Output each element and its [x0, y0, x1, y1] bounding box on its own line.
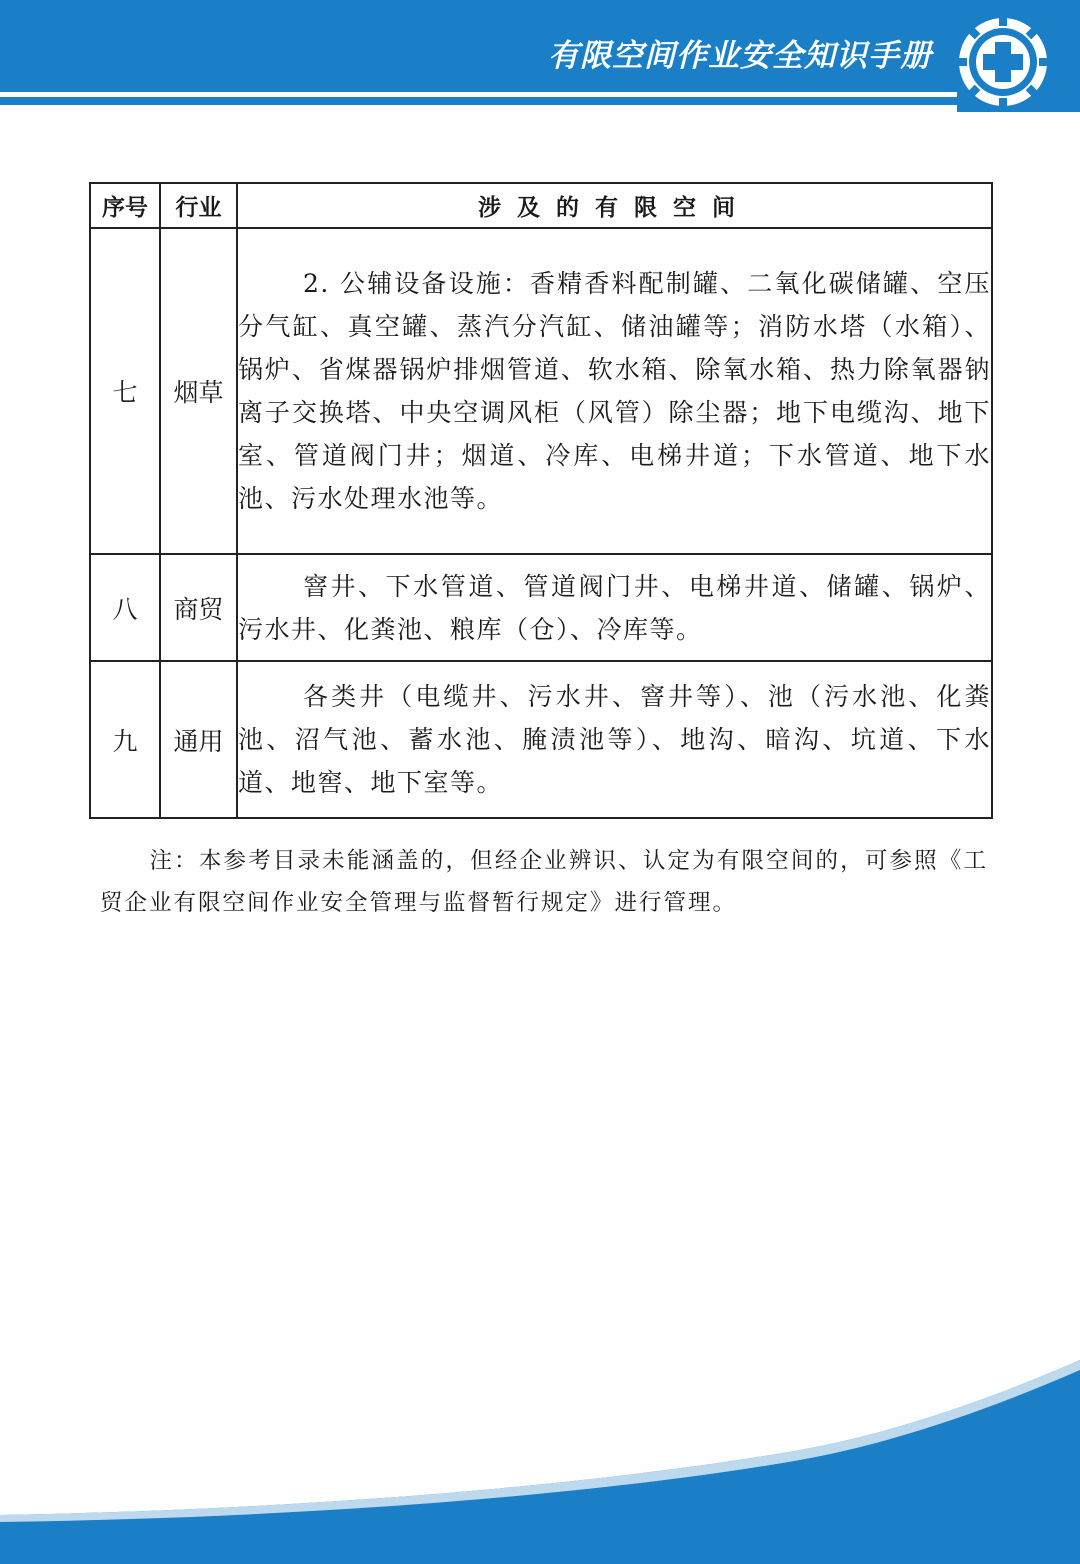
confined-space-table — [89, 182, 993, 819]
footer-square-icon — [1004, 1500, 1028, 1524]
page-number: 44 — [978, 1457, 1024, 1498]
header-rule — [0, 97, 957, 105]
row-industry: 通用 — [160, 661, 237, 818]
row-industry: 商贸 — [160, 554, 237, 661]
footer-square-icon — [1036, 1470, 1060, 1494]
header-confined-spaces: 涉及的有限空间 — [237, 183, 992, 228]
footer-wave — [0, 1340, 1080, 1564]
footer-square-icon — [1036, 1500, 1060, 1524]
row-number: 八 — [90, 554, 160, 661]
header-industry: 行业 — [160, 183, 237, 228]
row-scope: 窨井、下水管道、管道阀门井、电梯井道、储罐、锅炉、污水井、化粪池、粮库（仓）、冷库等。 — [237, 554, 992, 661]
table-row — [90, 661, 992, 818]
row-scope: 各类井（电缆井、污水井、窨井等）、池（污水池、化粪池、沼气池、蓄水池、腌渍池等）、地沟、暗沟、坑道、下水道、地窖、地下室等。 — [237, 661, 992, 818]
table-row — [90, 228, 992, 554]
row-number: 七 — [90, 228, 160, 554]
header-number: 序号 — [90, 183, 160, 228]
footnote: 注：本参考目录未能涵盖的，但经企业辨识、认定为有限空间的，可参照《工贸企业有限空间作业安全管理与监督暂行规定》进行管理。 — [100, 848, 988, 916]
table-row — [90, 554, 992, 661]
row-number: 九 — [90, 661, 160, 818]
safety-cross-gear-icon — [955, 14, 1051, 110]
row-scope: 2. 公辅设备设施：香精香料配制罐、二氧化碳储罐、空压分气缸、真空罐、蒸汽分汽缸、储油罐等；消防水塔（水箱）、锅炉、省煤器锅炉排烟管道、软水箱、除氧水箱、热力除氧器钠离子交换塔、中央空调风柜（风管）除尘器；地下电缆沟、地下室、管道阀门井；烟道、冷库、电梯井道；下水管道、地下水池、污水处理水池等。 — [237, 228, 992, 554]
row-industry: 烟草 — [160, 228, 237, 554]
manual-title: 有限空间作业安全知识手册 — [548, 38, 932, 74]
table-header-row — [90, 183, 992, 228]
